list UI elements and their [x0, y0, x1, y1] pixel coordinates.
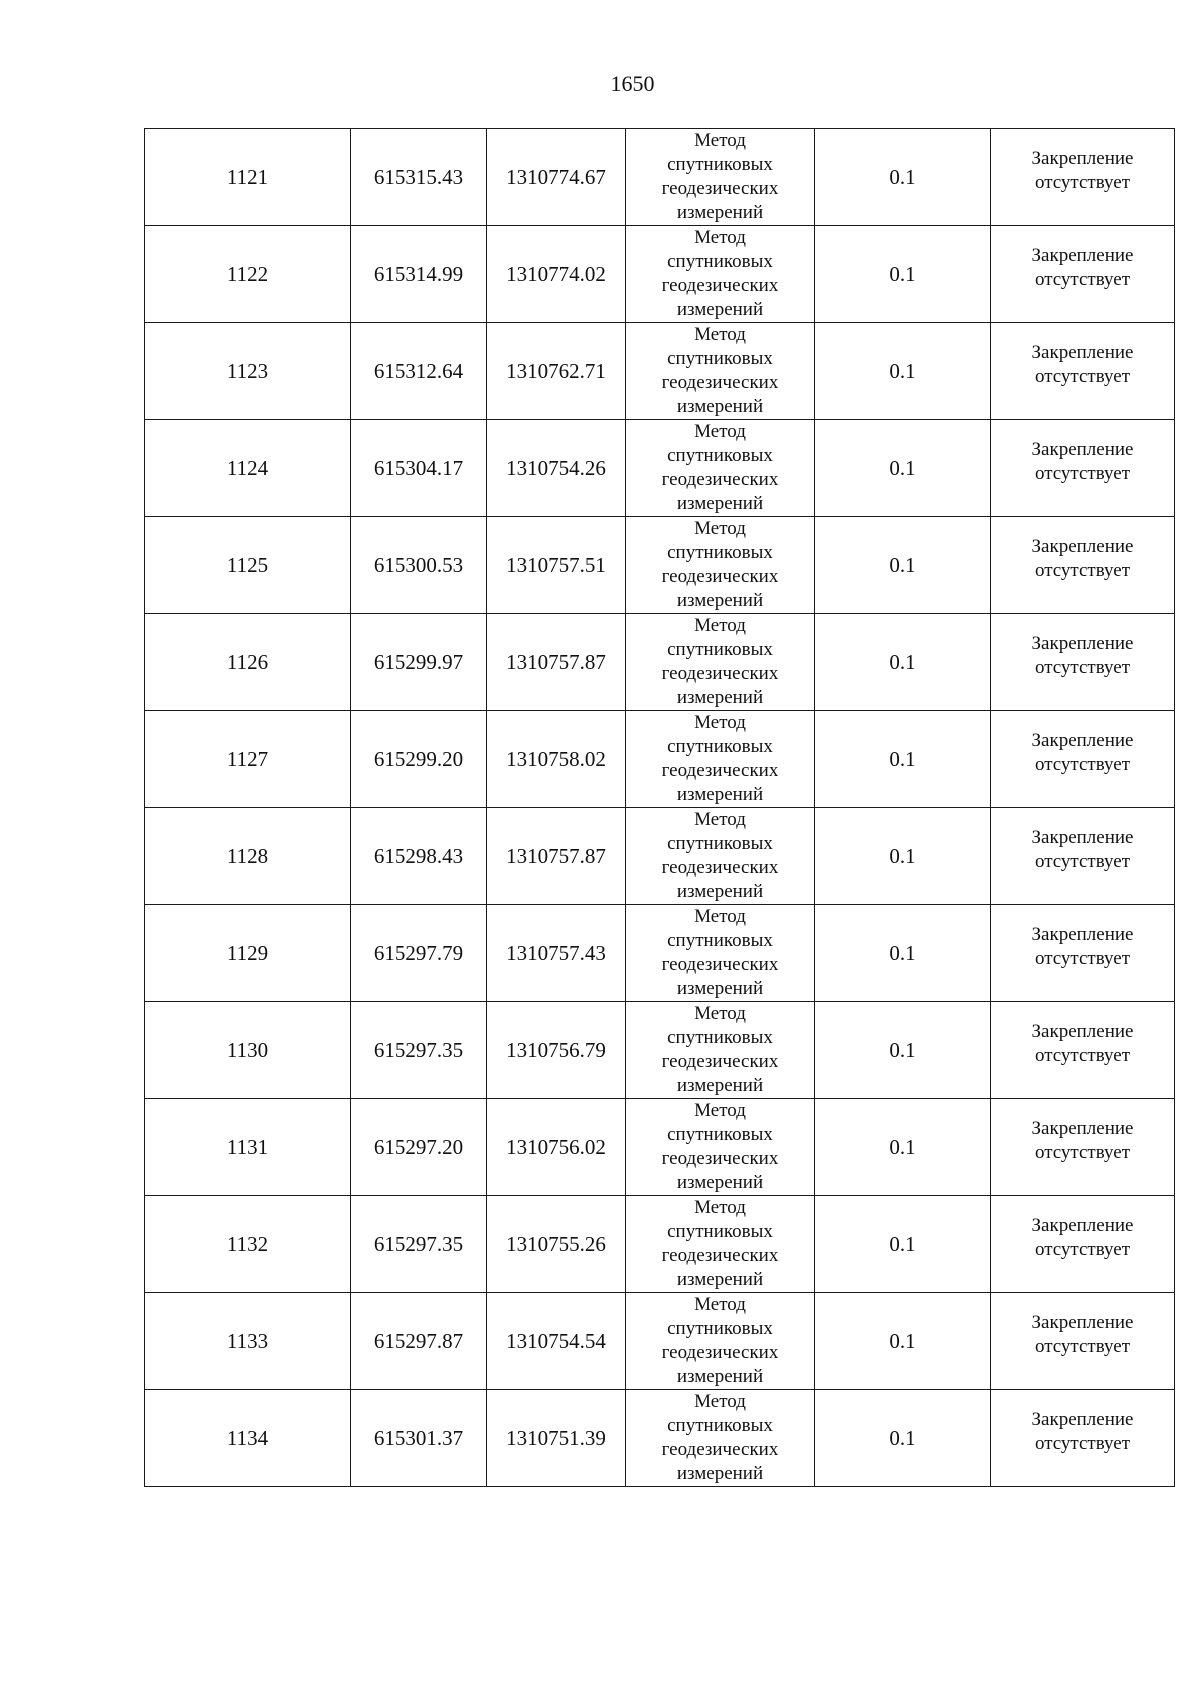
point-number-cell: 1124	[145, 420, 351, 517]
method-line: измерений	[676, 1075, 764, 1096]
fixing-line: отсутствует	[1034, 1433, 1131, 1454]
y-coordinate-cell: 1310757.43	[487, 905, 626, 1002]
method-line: спутниковых	[667, 736, 773, 757]
method-cell	[626, 323, 815, 420]
table-row	[145, 1196, 1175, 1293]
method-line: спутниковых	[667, 930, 773, 951]
x-coordinate-cell: 615297.35	[351, 1002, 487, 1099]
method-line: геодезических	[661, 1342, 779, 1363]
method-line: измерений	[676, 202, 764, 223]
method-cell	[626, 808, 815, 905]
fixing-line: Закрепление	[1031, 148, 1134, 169]
method-cell	[626, 1002, 815, 1099]
method-line: геодезических	[661, 1245, 779, 1266]
table-row	[145, 614, 1175, 711]
point-number-cell: 1131	[145, 1099, 351, 1196]
y-coordinate-cell: 1310751.39	[487, 1390, 626, 1487]
point-number-cell: 1126	[145, 614, 351, 711]
accuracy-cell: 0.1	[815, 1196, 991, 1293]
method-line: Метод	[694, 130, 746, 151]
y-coordinate-cell: 1310774.67	[487, 129, 626, 226]
fixing-cell	[991, 226, 1175, 323]
y-coordinate-cell: 1310762.71	[487, 323, 626, 420]
y-coordinate-cell: 1310754.54	[487, 1293, 626, 1390]
method-line: измерений	[676, 978, 764, 999]
method-line: геодезических	[661, 857, 779, 878]
method-line: геодезических	[661, 663, 779, 684]
point-number-cell: 1134	[145, 1390, 351, 1487]
method-line: Метод	[694, 324, 746, 345]
accuracy-cell: 0.1	[815, 420, 991, 517]
fixing-line: Закрепление	[1031, 1409, 1134, 1430]
fixing-line: отсутствует	[1034, 269, 1131, 290]
x-coordinate-cell: 615315.43	[351, 129, 487, 226]
fixing-line: Закрепление	[1031, 730, 1134, 751]
method-line: спутниковых	[667, 251, 773, 272]
method-line: спутниковых	[667, 348, 773, 369]
method-line: измерений	[676, 299, 764, 320]
table-row	[145, 1293, 1175, 1390]
table-row	[145, 517, 1175, 614]
accuracy-cell: 0.1	[815, 711, 991, 808]
point-number-cell: 1128	[145, 808, 351, 905]
method-line: измерений	[676, 396, 764, 417]
method-line: измерений	[676, 784, 764, 805]
table-row	[145, 905, 1175, 1002]
fixing-line: Закрепление	[1031, 633, 1134, 654]
accuracy-cell: 0.1	[815, 1099, 991, 1196]
fixing-cell	[991, 808, 1175, 905]
x-coordinate-cell: 615299.20	[351, 711, 487, 808]
accuracy-cell: 0.1	[815, 226, 991, 323]
method-cell	[626, 905, 815, 1002]
method-line: Метод	[694, 712, 746, 733]
method-line: спутниковых	[667, 154, 773, 175]
table-row	[145, 808, 1175, 905]
fixing-line: отсутствует	[1034, 1045, 1131, 1066]
table-row	[145, 1099, 1175, 1196]
y-coordinate-cell: 1310754.26	[487, 420, 626, 517]
fixing-cell	[991, 1390, 1175, 1487]
method-line: Метод	[694, 227, 746, 248]
point-number-cell: 1121	[145, 129, 351, 226]
method-cell	[626, 1293, 815, 1390]
method-cell	[626, 1196, 815, 1293]
fixing-cell	[991, 1002, 1175, 1099]
table-row	[145, 420, 1175, 517]
table-row	[145, 323, 1175, 420]
method-cell	[626, 517, 815, 614]
x-coordinate-cell: 615297.87	[351, 1293, 487, 1390]
method-line: измерений	[676, 687, 764, 708]
point-number-cell: 1127	[145, 711, 351, 808]
x-coordinate-cell: 615314.99	[351, 226, 487, 323]
method-line: спутниковых	[667, 639, 773, 660]
method-cell	[626, 226, 815, 323]
method-line: геодезических	[661, 760, 779, 781]
fixing-line: отсутствует	[1034, 754, 1131, 775]
accuracy-cell: 0.1	[815, 905, 991, 1002]
x-coordinate-cell: 615297.20	[351, 1099, 487, 1196]
fixing-cell	[991, 905, 1175, 1002]
method-cell	[626, 420, 815, 517]
accuracy-cell: 0.1	[815, 1002, 991, 1099]
fixing-line: Закрепление	[1031, 245, 1134, 266]
accuracy-cell: 0.1	[815, 614, 991, 711]
method-line: геодезических	[661, 954, 779, 975]
fixing-cell	[991, 420, 1175, 517]
x-coordinate-cell: 615312.64	[351, 323, 487, 420]
fixing-cell	[991, 711, 1175, 808]
fixing-line: отсутствует	[1034, 948, 1131, 969]
method-cell	[626, 1390, 815, 1487]
x-coordinate-cell: 615301.37	[351, 1390, 487, 1487]
fixing-line: Закрепление	[1031, 342, 1134, 363]
method-line: геодезических	[661, 566, 779, 587]
y-coordinate-cell: 1310757.87	[487, 614, 626, 711]
coordinates-table-body	[145, 129, 1175, 1487]
method-line: геодезических	[661, 1148, 779, 1169]
fixing-cell	[991, 614, 1175, 711]
point-number-cell: 1132	[145, 1196, 351, 1293]
method-line: Метод	[694, 1003, 746, 1024]
fixing-line: отсутствует	[1034, 1142, 1131, 1163]
accuracy-cell: 0.1	[815, 323, 991, 420]
fixing-line: отсутствует	[1034, 657, 1131, 678]
fixing-cell	[991, 1099, 1175, 1196]
method-line: измерений	[676, 1366, 764, 1387]
method-line: геодезических	[661, 275, 779, 296]
point-number-cell: 1130	[145, 1002, 351, 1099]
method-cell	[626, 1099, 815, 1196]
table-row	[145, 226, 1175, 323]
fixing-line: Закрепление	[1031, 1215, 1134, 1236]
fixing-cell	[991, 1293, 1175, 1390]
fixing-line: отсутствует	[1034, 1336, 1131, 1357]
fixing-line: Закрепление	[1031, 1312, 1134, 1333]
point-number-cell: 1129	[145, 905, 351, 1002]
method-line: Метод	[694, 906, 746, 927]
method-line: спутниковых	[667, 833, 773, 854]
method-line: измерений	[676, 493, 764, 514]
fixing-line: отсутствует	[1034, 560, 1131, 581]
coordinates-table	[144, 128, 1175, 1487]
method-line: Метод	[694, 1100, 746, 1121]
fixing-cell	[991, 129, 1175, 226]
page-number: 1650	[610, 71, 655, 96]
x-coordinate-cell: 615304.17	[351, 420, 487, 517]
method-line: спутниковых	[667, 1318, 773, 1339]
method-line: Метод	[694, 518, 746, 539]
x-coordinate-cell: 615297.35	[351, 1196, 487, 1293]
method-line: Метод	[694, 615, 746, 636]
method-line: геодезических	[661, 469, 779, 490]
method-line: измерений	[676, 881, 764, 902]
fixing-cell	[991, 517, 1175, 614]
method-line: спутниковых	[667, 1027, 773, 1048]
table-row	[145, 1390, 1175, 1487]
table-row	[145, 129, 1175, 226]
accuracy-cell: 0.1	[815, 129, 991, 226]
fixing-line: отсутствует	[1034, 851, 1131, 872]
method-line: спутниковых	[667, 1221, 773, 1242]
method-line: спутниковых	[667, 1124, 773, 1145]
fixing-line: Закрепление	[1031, 1118, 1134, 1139]
method-line: Метод	[694, 421, 746, 442]
x-coordinate-cell: 615298.43	[351, 808, 487, 905]
method-line: Метод	[694, 1391, 746, 1412]
method-line: измерений	[676, 1172, 764, 1193]
fixing-line: отсутствует	[1034, 172, 1131, 193]
x-coordinate-cell: 615297.79	[351, 905, 487, 1002]
method-line: спутниковых	[667, 1415, 773, 1436]
method-line: геодезических	[661, 1051, 779, 1072]
fixing-cell	[991, 1196, 1175, 1293]
method-line: Метод	[694, 1197, 746, 1218]
method-line: геодезических	[661, 178, 779, 199]
method-line: измерений	[676, 590, 764, 611]
y-coordinate-cell: 1310757.51	[487, 517, 626, 614]
method-line: спутниковых	[667, 445, 773, 466]
x-coordinate-cell: 615300.53	[351, 517, 487, 614]
fixing-line: Закрепление	[1031, 924, 1134, 945]
method-cell	[626, 614, 815, 711]
point-number-cell: 1123	[145, 323, 351, 420]
table-row	[145, 1002, 1175, 1099]
x-coordinate-cell: 615299.97	[351, 614, 487, 711]
y-coordinate-cell: 1310774.02	[487, 226, 626, 323]
accuracy-cell: 0.1	[815, 517, 991, 614]
accuracy-cell: 0.1	[815, 1293, 991, 1390]
method-line: измерений	[676, 1269, 764, 1290]
point-number-cell: 1133	[145, 1293, 351, 1390]
fixing-line: Закрепление	[1031, 827, 1134, 848]
fixing-line: Закрепление	[1031, 536, 1134, 557]
fixing-line: отсутствует	[1034, 1239, 1131, 1260]
y-coordinate-cell: 1310755.26	[487, 1196, 626, 1293]
accuracy-cell: 0.1	[815, 808, 991, 905]
y-coordinate-cell: 1310756.79	[487, 1002, 626, 1099]
fixing-line: отсутствует	[1034, 366, 1131, 387]
method-line: измерений	[676, 1463, 764, 1484]
fixing-cell	[991, 323, 1175, 420]
y-coordinate-cell: 1310757.87	[487, 808, 626, 905]
y-coordinate-cell: 1310756.02	[487, 1099, 626, 1196]
fixing-line: отсутствует	[1034, 463, 1131, 484]
table-row	[145, 711, 1175, 808]
point-number-cell: 1122	[145, 226, 351, 323]
point-number-cell: 1125	[145, 517, 351, 614]
method-line: геодезических	[661, 372, 779, 393]
method-line: геодезических	[661, 1439, 779, 1460]
method-line: Метод	[694, 809, 746, 830]
method-line: спутниковых	[667, 542, 773, 563]
fixing-line: Закрепление	[1031, 439, 1134, 460]
method-cell	[626, 129, 815, 226]
method-cell	[626, 711, 815, 808]
method-line: Метод	[694, 1294, 746, 1315]
y-coordinate-cell: 1310758.02	[487, 711, 626, 808]
accuracy-cell: 0.1	[815, 1390, 991, 1487]
fixing-line: Закрепление	[1031, 1021, 1134, 1042]
